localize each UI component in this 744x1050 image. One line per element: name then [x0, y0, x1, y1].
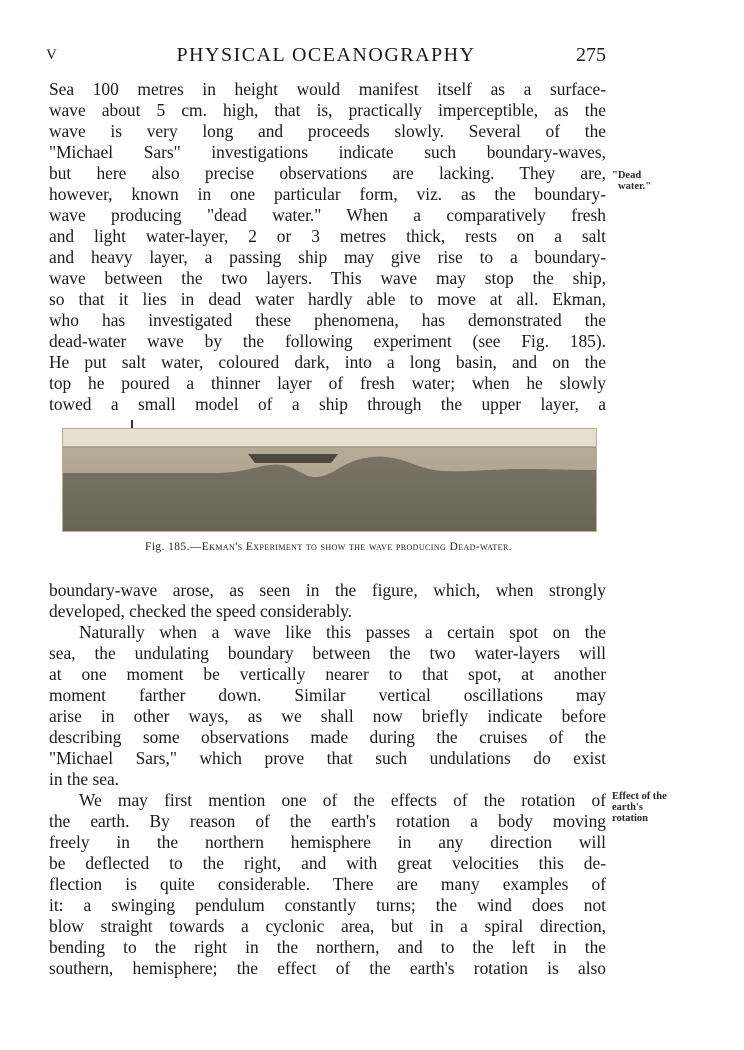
text-line: bending to the right in the northern, and to the left in the [49, 937, 606, 957]
text-line: We may first mention one of the effects of the rotation of [79, 790, 606, 810]
margin-note-dead-water [612, 170, 692, 192]
text-line: at one moment be vertically nearer to that spot, at another [49, 664, 606, 684]
body-text-block-2 [49, 580, 606, 790]
text-line: and light water-layer, 2 or 3 metres thick, rests on a salt [49, 226, 606, 246]
text-line: it: a swinging pendulum constantly turns; the wind does not [49, 895, 606, 915]
running-title: PHYSICAL OCEANOGRAPHY [176, 44, 476, 66]
text-line: wave is very long and proceeds slowly. Several of the [49, 121, 606, 141]
ship-model [248, 454, 338, 463]
text-line: southern, hemisphere; the effect of the earth's rotation is also [49, 958, 606, 978]
margin-note-line: earth's [612, 802, 643, 813]
text-line: in the sea. [49, 769, 120, 789]
text-line: developed, checked the speed considerably. [49, 601, 353, 621]
text-line: "Michael Sars" investigations indicate such boundary-waves, [49, 142, 606, 162]
text-line: top he poured a thinner layer of fresh water; when he slowly [49, 373, 606, 393]
experiment-illustration [63, 429, 596, 531]
text-line: wave between the two layers. This wave may stop the ship, [49, 268, 606, 288]
text-line: the earth. By reason of the earth's rotation a body moving [49, 811, 606, 831]
text-line: towed a small model of a ship through the upper layer, a [49, 394, 606, 414]
text-line: who has investigated these phenomena, has demonstrated the [49, 310, 606, 330]
text-line: wave about 5 cm. high, that is, practically imperceptible, as the [49, 100, 606, 120]
text-line: "Michael Sars," which prove that such undulations do exist [49, 748, 606, 768]
text-line: but here also precise observations are lacking. They are, [49, 163, 606, 183]
margin-note-line: Effect of the [612, 791, 667, 802]
body-text-block-3 [49, 790, 606, 979]
text-line: blow straight towards a cyclonic area, but in a spiral direction, [49, 916, 606, 936]
text-line: wave producing "dead water." When a comparatively fresh [49, 205, 606, 225]
text-line: so that it lies in dead water hardly able to move at all. Ekman, [49, 289, 606, 309]
page-number: 275 [576, 44, 606, 66]
figure-ekman-experiment [62, 428, 597, 532]
text-line: Sea 100 metres in height would manifest itself as a surface- [49, 79, 606, 99]
text-line: Naturally when a wave like this passes a certain spot on the [79, 622, 606, 642]
text-line: moment farther down. Similar vertical oscillations may [49, 685, 606, 705]
text-line: however, known in one particular form, viz. as the boundary- [49, 184, 606, 204]
text-line: He put salt water, coloured dark, into a long basin, and on the [49, 352, 606, 372]
body-text-block-1 [49, 79, 606, 415]
figure-label: Fig. 185. [145, 541, 190, 553]
text-line: dead-water wave by the following experiment (see Fig. 185). [49, 331, 606, 351]
text-line: and heavy layer, a passing ship may give rise to a boundary- [49, 247, 606, 267]
text-line: be deflected to the right, and with great velocities this de- [49, 853, 606, 873]
text-line: sea, the undulating boundary between the two water-layers will [49, 643, 606, 663]
chapter-number: V [46, 47, 57, 63]
margin-note-line: "Dead [612, 170, 642, 181]
text-line: boundary-wave arose, as seen in the figure, which, when strongly [49, 580, 606, 600]
running-header [46, 40, 606, 70]
text-line: flection is quite considerable. There are many examples of [49, 874, 606, 894]
text-line: describing some observations made during the cruises of the [49, 727, 606, 747]
margin-note-line: water." [618, 181, 652, 192]
figure-caption [50, 541, 607, 553]
text-line: freely in the northern hemisphere in any direction will [49, 832, 606, 852]
margin-note-earth-rotation [612, 791, 702, 824]
text-line: arise in other ways, as we shall now briefly indicate before [49, 706, 606, 726]
margin-note-line: rotation [612, 813, 648, 824]
figure-caption-text: —Ekman's Experiment to show the wave producing Dead-water. [189, 541, 512, 553]
